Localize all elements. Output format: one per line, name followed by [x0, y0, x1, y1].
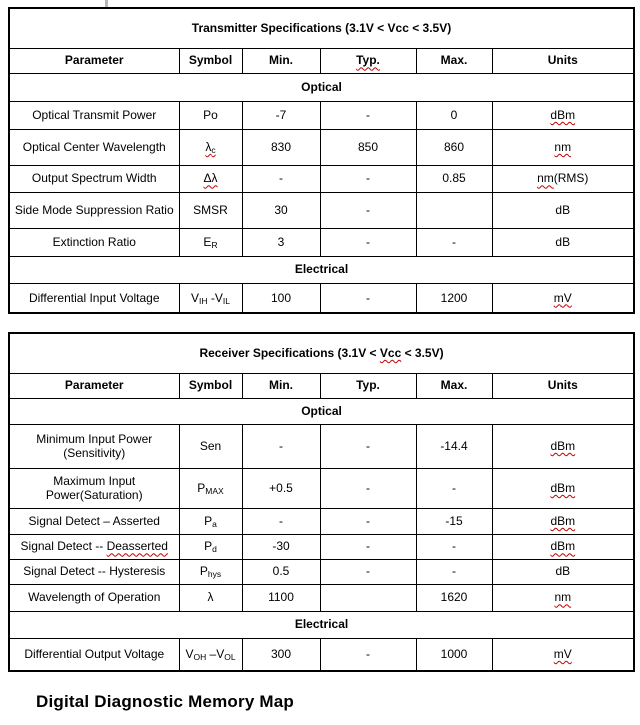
cell-units [492, 638, 634, 671]
cell-units: nm(RMS) [492, 165, 634, 192]
spellcheck-squiggle: mV [553, 647, 572, 662]
cell-units [492, 283, 634, 313]
cell-symbol [179, 165, 242, 192]
cell-max: 860 [416, 129, 492, 165]
column-header-typ [320, 48, 416, 73]
cell-max: 1000 [416, 638, 492, 671]
cell-min: 300 [242, 638, 320, 671]
cell-units [492, 101, 634, 129]
cell-max: - [416, 468, 492, 508]
column-header-units: Units [492, 48, 634, 73]
table-title: Transmitter Specifications (3.1V < Vcc < 3.5V) [9, 8, 634, 48]
column-header-symbol: Symbol [179, 373, 242, 398]
cell-typ: 850 [320, 129, 416, 165]
spellcheck-squiggle: dBm [550, 480, 576, 495]
cell-parameter: Differential Output Voltage [9, 638, 179, 671]
spellcheck-squiggle: Vcc [379, 346, 402, 361]
cell-typ: - [320, 468, 416, 508]
column-header-max: Max. [416, 48, 492, 73]
cell-typ [320, 584, 416, 611]
spellcheck-squiggle: dBm [550, 107, 576, 122]
spellcheck-squiggle: nm [537, 171, 554, 186]
cell-min: -30 [242, 534, 320, 559]
transmitter-spec-table-container [8, 7, 635, 314]
cell-typ: - [320, 228, 416, 256]
table-row [9, 638, 634, 671]
column-header-symbol: Symbol [179, 48, 242, 73]
cell-units [492, 129, 634, 165]
cell-max: - [416, 534, 492, 559]
spec-table-receiver [8, 332, 635, 672]
cell-typ: - [320, 508, 416, 534]
cell-min: 3 [242, 228, 320, 256]
cell-max: 1200 [416, 283, 492, 313]
cell-symbol: $V_{OH}$ $-V_{OL}$ [179, 638, 242, 671]
column-header-typ: Typ. [320, 373, 416, 398]
cell-parameter: Output Spectrum Width [9, 165, 179, 192]
table-title: Receiver Specifications (3.1V < Vcc < 3.5V) [9, 333, 634, 373]
spec-table-transmitter [8, 7, 635, 314]
cell-parameter: Extinction Ratio [9, 228, 179, 256]
table-row [9, 129, 634, 165]
cell-symbol: $P_d$ [179, 534, 242, 559]
cell-max: -15 [416, 508, 492, 534]
column-header-parameter: Parameter [9, 48, 179, 73]
table-row [9, 424, 634, 468]
cell-symbol: $P_{hys}$ [179, 559, 242, 584]
cell-parameter: Side Mode Suppression Ratio [9, 192, 179, 228]
column-header-units: Units [492, 373, 634, 398]
cell-units: dB [492, 559, 634, 584]
cell-min: 830 [242, 129, 320, 165]
spellcheck-squiggle: dBm [550, 513, 576, 528]
table-row [9, 584, 634, 611]
section-label: Electrical [9, 611, 634, 638]
column-header-row [9, 48, 634, 73]
cell-typ: - [320, 283, 416, 313]
spellcheck-squiggle: Deasserted [106, 539, 168, 554]
table-row [9, 559, 634, 584]
cell-units: dB [492, 192, 634, 228]
cell-symbol: $P_{MAX}$ [179, 468, 242, 508]
cell-units: dB [492, 228, 634, 256]
cell-typ: - [320, 638, 416, 671]
column-header-row [9, 373, 634, 398]
cell-parameter: Wavelength of Operation [9, 584, 179, 611]
cell-max: - [416, 559, 492, 584]
table-title-row [9, 333, 634, 373]
cell-typ: - [320, 165, 416, 192]
section-heading-digital-diagnostic-memory-map: Digital Diagnostic Memory Map [36, 692, 295, 711]
cell-symbol: $P_a$ [179, 508, 242, 534]
spellcheck-squiggle: nm [554, 590, 572, 605]
cell-parameter: Maximum Input Power(Saturation) [9, 468, 179, 508]
cell-max: 1620 [416, 584, 492, 611]
cell-symbol: $V_{IH}$ $-V_{IL}$ [179, 283, 242, 313]
cell-typ: - [320, 534, 416, 559]
cell-parameter: Signal Detect – Asserted [9, 508, 179, 534]
spellcheck-squiggle: $\lambda_c$ [205, 139, 216, 155]
cell-units [492, 534, 634, 559]
table-title-row [9, 8, 634, 48]
cell-min: - [242, 165, 320, 192]
spellcheck-squiggle: dBm [550, 539, 576, 554]
cell-parameter: Optical Transmit Power [9, 101, 179, 129]
cell-max: - [416, 228, 492, 256]
cell-symbol: $E_R$ [179, 228, 242, 256]
cell-min: - [242, 424, 320, 468]
table-row [9, 228, 634, 256]
cell-min: +0.5 [242, 468, 320, 508]
cell-symbol: Sen [179, 424, 242, 468]
cell-symbol: SMSR [179, 192, 242, 228]
receiver-spec-table-container [8, 332, 635, 672]
cell-min: 0.5 [242, 559, 320, 584]
section-label: Optical [9, 73, 634, 101]
table-row [9, 534, 634, 559]
cell-units [492, 584, 634, 611]
cell-parameter: Differential Input Voltage [9, 283, 179, 313]
section-row [9, 73, 634, 101]
section-label: Optical [9, 398, 634, 424]
cell-min: 30 [242, 192, 320, 228]
cell-parameter: Signal Detect -- Hysteresis [9, 559, 179, 584]
column-header-min: Min. [242, 48, 320, 73]
column-header-min: Min. [242, 373, 320, 398]
cell-parameter: Optical Center Wavelength [9, 129, 179, 165]
table-row [9, 101, 634, 129]
cell-min: -7 [242, 101, 320, 129]
cell-max: 0 [416, 101, 492, 129]
spellcheck-squiggle: dBm [550, 438, 576, 453]
cell-max: 0.85 [416, 165, 492, 192]
spellcheck-squiggle: Typ. [356, 53, 380, 68]
column-header-max: Max. [416, 373, 492, 398]
cell-max [416, 192, 492, 228]
table-row [9, 192, 634, 228]
cell-parameter: Signal Detect -- Deasserted [9, 534, 179, 559]
column-header-parameter: Parameter [9, 373, 179, 398]
cell-typ: - [320, 559, 416, 584]
table-row [9, 468, 634, 508]
cell-typ: - [320, 101, 416, 129]
section-row [9, 611, 634, 638]
cell-symbol: λ [179, 584, 242, 611]
scan-artifact [105, 0, 108, 7]
table-row [9, 508, 634, 534]
cell-typ: - [320, 192, 416, 228]
cell-symbol: Po [179, 101, 242, 129]
cell-typ: - [320, 424, 416, 468]
cell-units [492, 468, 634, 508]
cell-min: - [242, 508, 320, 534]
spellcheck-squiggle: nm [554, 139, 572, 154]
spellcheck-squiggle: Δλ [203, 171, 218, 186]
table-row [9, 283, 634, 313]
cell-units [492, 424, 634, 468]
section-row [9, 256, 634, 283]
cell-parameter: Minimum Input Power (Sensitivity) [9, 424, 179, 468]
cell-units [492, 508, 634, 534]
table-row [9, 165, 634, 192]
section-row [9, 398, 634, 424]
cell-min: 100 [242, 283, 320, 313]
cell-max: -14.4 [416, 424, 492, 468]
section-label: Electrical [9, 256, 634, 283]
spellcheck-squiggle: mV [553, 290, 572, 305]
cell-min: 1100 [242, 584, 320, 611]
cell-symbol [179, 129, 242, 165]
